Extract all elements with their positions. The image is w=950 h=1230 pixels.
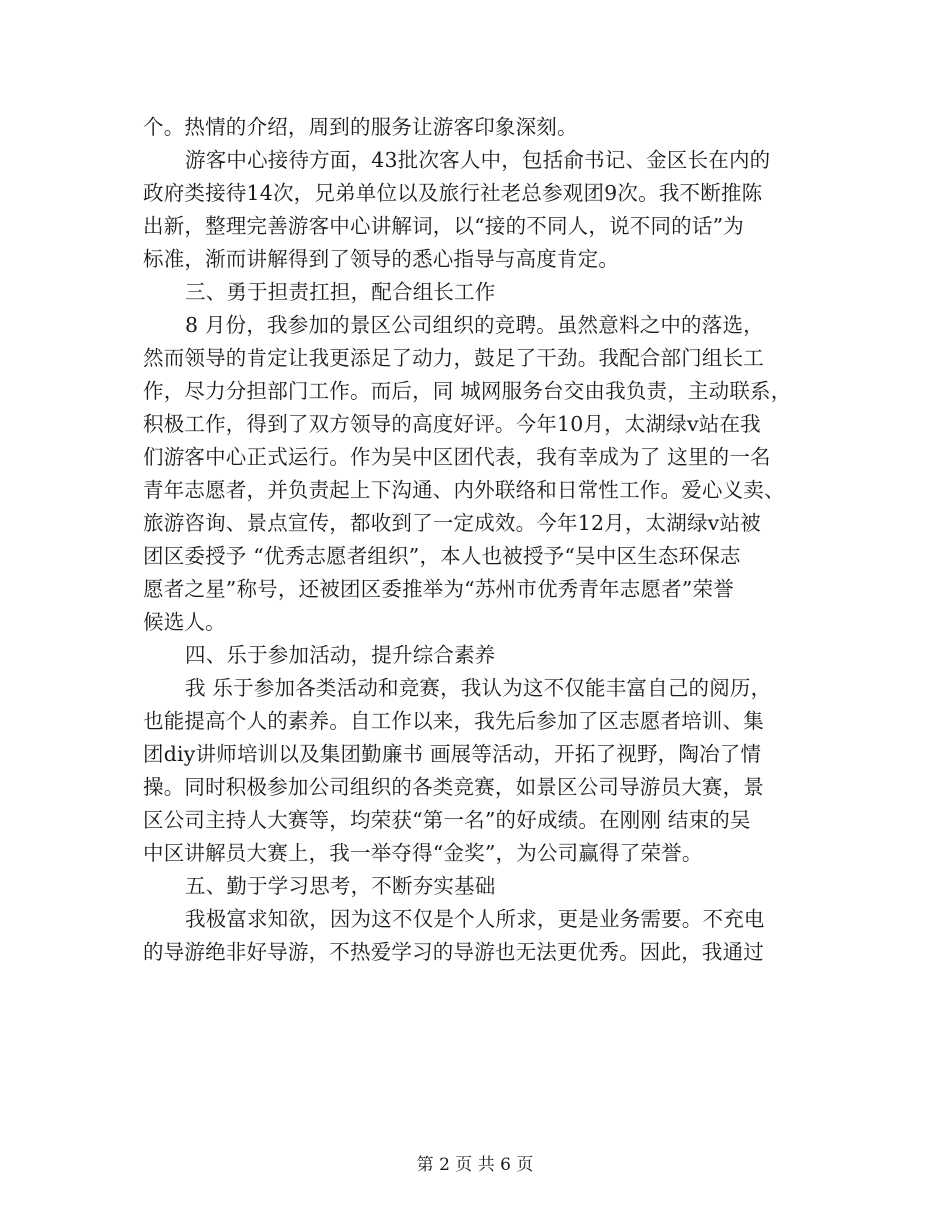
text-line: 四、乐于参加活动，提升综合素养 <box>185 643 496 667</box>
text-line: 作，尽力分担部门工作。而后，同 城网服务台交由我负责，主动联系， <box>143 379 792 403</box>
body-text <box>143 111 823 969</box>
text-line: 愿者之星”称号，还被团区委推举为“苏州市优秀青年志愿者”荣誉 <box>143 577 734 601</box>
text-line: 的导游绝非好导游，不热爱学习的导游也无法更优秀。因此，我通过 <box>143 940 764 964</box>
text-line: 政府类接待14次，兄弟单位以及旅行社老总参观团9次。我不断推陈 <box>143 181 763 205</box>
text-line: 8 月份，我参加的景区公司组织的竞聘。虽然意料之中的落选， <box>185 313 764 337</box>
text-line: 我极富求知欲，因为这不仅是个人所求，更是业务需要。不充电 <box>185 907 765 931</box>
text-line: 个。热情的介绍，周到的服务让游客印象深刻。 <box>143 115 578 139</box>
text-line: 五、勤于学习思考，不断夯实基础 <box>185 874 496 898</box>
text-line: 团区委授予 “优秀志愿者组织”，本人也被授予“吴中区生态环保志 <box>143 544 741 568</box>
text-line: 我 乐于参加各类活动和竞赛，我认为这不仅能丰富自己的阅历， <box>185 676 772 700</box>
text-line: 标准，渐而讲解得到了领导的悉心指导与高度肯定。 <box>143 247 620 271</box>
page-footer: 第 2 页 共 6 页 <box>416 1155 534 1175</box>
text-line: 旅游咨询、景点宣传，都收到了一定成效。今年12月，太湖绿v站被 <box>143 511 761 535</box>
text-line: 区公司主持人大赛等，均荣获“第一名”的好成绩。在刚刚 结束的吴 <box>143 808 751 832</box>
text-line: 出新，整理完善游客中心讲解词，以“接的不同人，说不同的话”为 <box>143 214 744 238</box>
text-line: 积极工作，得到了双方领导的高度好评。今年10月，太湖绿v站在我 <box>143 412 761 436</box>
text-line: 也能提高个人的素养。自工作以来，我先后参加了区志愿者培训、集 <box>143 709 764 733</box>
text-line: 三、勇于担责扛担，配合组长工作 <box>185 280 496 304</box>
text-line: 候选人。 <box>143 610 226 634</box>
text-line: 游客中心接待方面，43批次客人中，包括俞书记、金区长在内的 <box>185 148 771 172</box>
text-line: 青年志愿者，并负责起上下沟通、内外联络和日常性工作。爱心义卖、 <box>143 478 785 502</box>
text-line: 中区讲解员大赛上，我一举夺得“金奖”，为公司赢得了荣誉。 <box>143 841 703 865</box>
text-line: 然而领导的肯定让我更添足了动力，鼓足了干劲。我配合部门组长工 <box>143 346 764 370</box>
text-line: 们游客中心正式运行。作为吴中区团代表，我有幸成为了 这里的一名 <box>143 445 771 469</box>
text-line: 团diy讲师培训以及集团勤廉书 画展等活动，开拓了视野，陶冶了情 <box>143 742 762 766</box>
text-line: 操。同时积极参加公司组织的各类竞赛，如景区公司导游员大赛，景 <box>143 775 764 799</box>
